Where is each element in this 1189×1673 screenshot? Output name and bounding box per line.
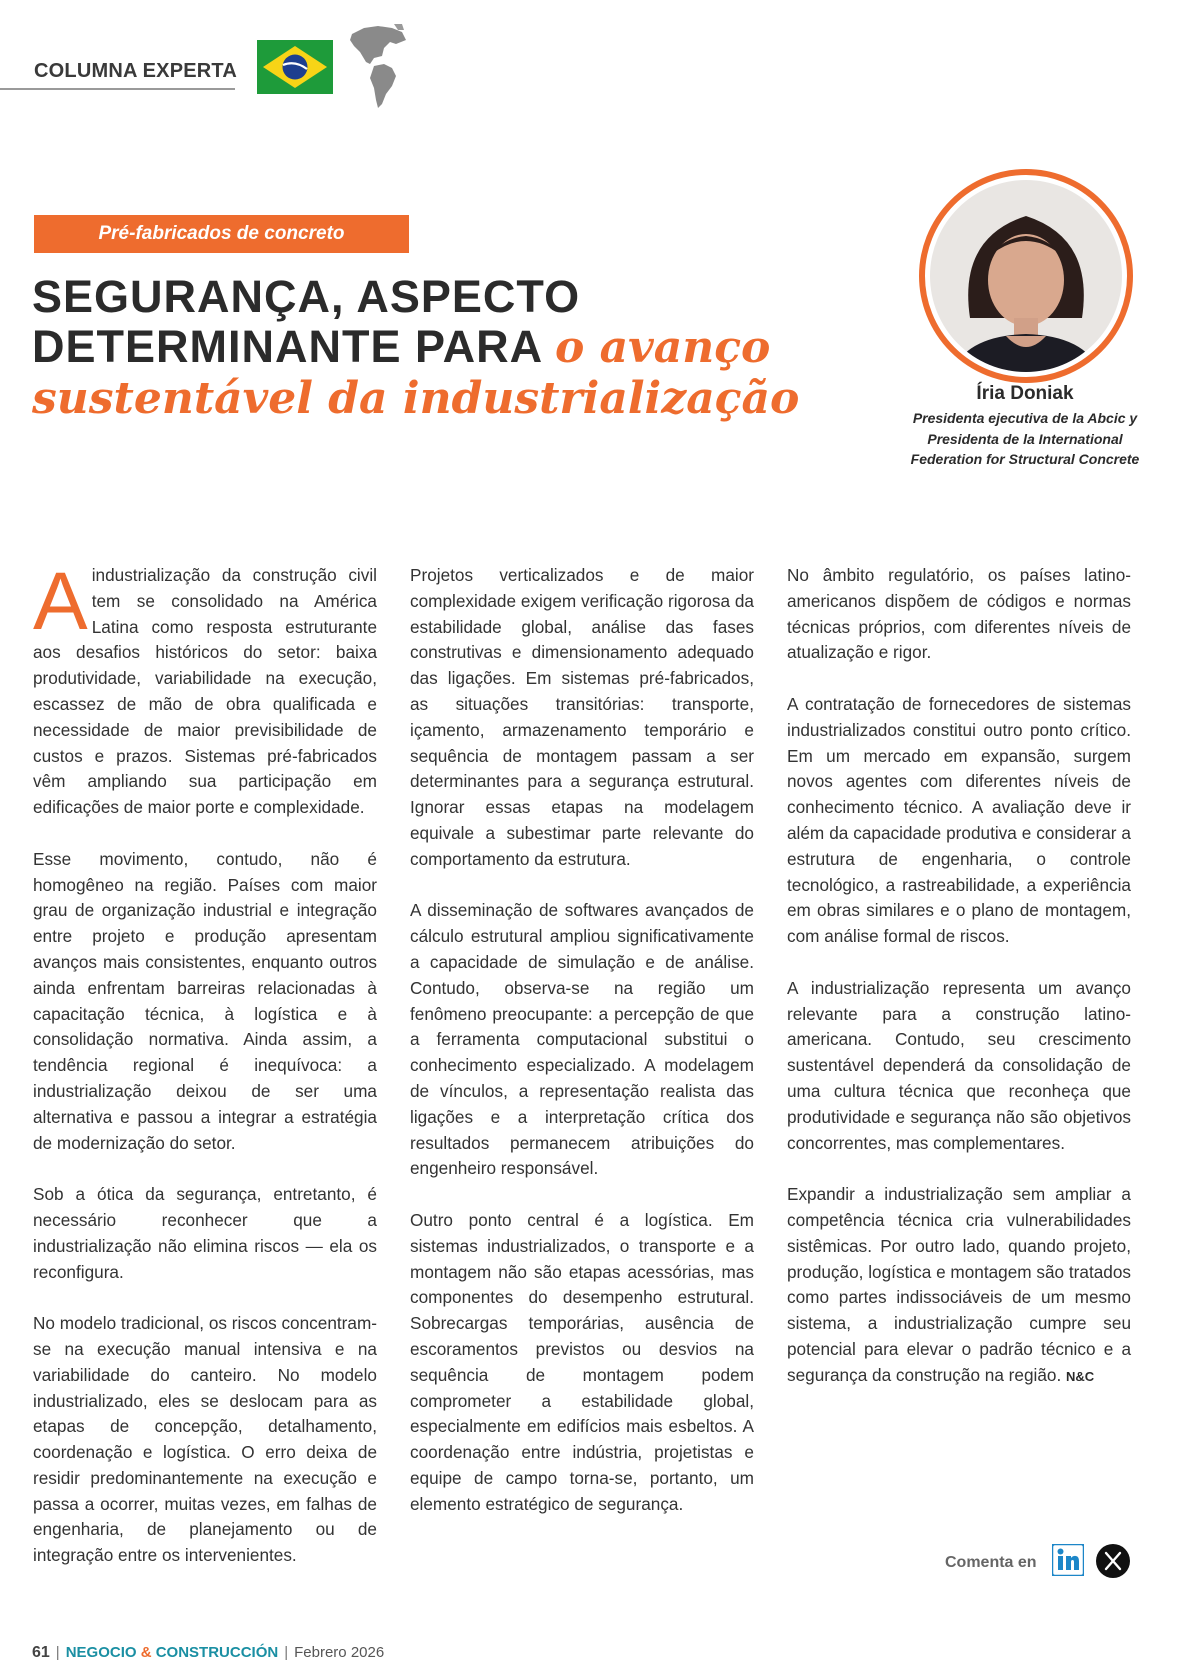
article-kicker: Pré-fabricados de concreto (34, 215, 409, 253)
end-signature: N&C (1066, 1368, 1095, 1384)
x-icon[interactable] (1096, 1544, 1130, 1578)
article-column-2 (410, 563, 754, 1543)
paragraph: Esse movimento, contudo, não é homogêneo na região. Países com maior grau de organização industrial e integração entre projeto e produção apresentam avanços mais consistentes, enquanto outros ainda enfrentam barreiras relacionadas à capacitação técnica, à logística e à consolidação normativa. Ainda assim, a tendência regional é inequívoca: a industrialização deixou de ser uma alternativa e passou a integrar a estratégia de modernização do setor. (33, 848, 377, 1153)
americas-globe-icon (344, 22, 410, 110)
paragraph: Sob a ótica da segurança, entretanto, é necessário reconhecer que a industrialização não elimina riscos — ela os reconfigura. (33, 1184, 377, 1282)
drop-cap: A (33, 556, 88, 647)
paragraph: Outro ponto central é a logística. Em sistemas industrializados, o transporte e a montagem não são etapas acessórias, mas componentes do desempenho estrutural. Sobrecargas temporárias, ausência de escoramentos previstos ou desvios na sequência de montagem podem comprometer a estabilidade global, especialmente em edifícios mais esbeltos. A coordenação entre indústria, projetistas e equipe de campo torna-se, portanto, um elemento estratégico de segurança. (410, 1209, 754, 1514)
paragraph: Projetos verticalizados e de maior complexidade exigem verificação rigorosa da estabilidade global, análise das fases construtivas e dimensionamento adequado das ligações. Em sistemas pré-fabricados, as situações transitórias: transporte, içamento, armazenamento temporário e sequência de montagem passam a ser determinantes para a segurança estrutural. Ignorar essas etapas na modelagem equivale a subestimar parte relevante do comportamento da estrutura. (410, 565, 754, 869)
section-rule (0, 88, 235, 90)
footer-separator: | (284, 1644, 289, 1661)
brand-name-part2: CONSTRUCCIÓN (155, 1644, 279, 1661)
paragraph: No âmbito regulatório, os países latino-americanos dispõem de códigos e normas técnicas próprios, com diferentes níveis de atualização e rigor. (787, 565, 1131, 663)
comment-label: Comenta en (945, 1554, 1037, 1571)
article-column-1 (33, 556, 377, 1595)
page-number: 61 (32, 1644, 50, 1661)
paragraph: No modelo tradicional, os riscos concentram-se na execução manual intensiva e na variabilidade do canteiro. No modelo industrializado, eles se deslocam para as etapas de concepção, detalhamento, coordenação e logística. O erro deixa de residir predominantemente na execução e passa a ocorrer, muitas vezes, em falhas de engenharia, de planejamento ou de integração entre os intervenientes. (33, 1313, 377, 1566)
headline-line-3: sustentável da industrialização (32, 373, 800, 424)
headline-line-2-dark: DETERMINANTE PARA (32, 321, 555, 372)
linkedin-icon[interactable] (1052, 1544, 1084, 1576)
brazil-flag-icon (257, 40, 333, 94)
paragraph-text: industrialização da construção civil tem se consolidado na América Latina como resposta estruturante aos desafios históricos do setor: baixa produtividade, variabilidade na execução, escassez de mão de obra qualificada e necessidade de maior previsibilidade de custos e prazos. Sistemas pré-fabricados vêm ampliando sua participação em edificações de maior porte e complexidade. (33, 565, 377, 818)
paragraph: A contratação de fornecedores de sistemas industrializados constitui outro ponto crítico. Em um mercado em expansão, surgem novos agentes com diferentes níveis de conhecimento técnico. A avaliação deve ir além da capacidade produtiva e considerar a estrutura de engenharia, o controle tecnológico, a rastreabilidade, a experiência em obras similares e o plano de montagem, com análise formal de riscos. (787, 693, 1131, 947)
article-column-3 (787, 563, 1131, 1415)
section-label: COLUMNA EXPERTA (34, 60, 237, 82)
paragraph: A disseminação de softwares avançados de cálculo estrutural ampliou significativamente a capacidade de simulação e de análise. Contudo, observa-se na região um fenômeno preocupante: a percepção de que a ferramenta computacional substitui o conhecimento especializado. A modelagem de vínculos, a representação realista das ligações e a interpretação crítica dos resultados permanecem atribuições do engenheiro responsável. (410, 900, 754, 1179)
headline-line-2 (32, 322, 862, 373)
paragraph (33, 556, 377, 821)
headline-line-1: SEGURANÇA, ASPECTO (32, 271, 581, 322)
paragraph: A industrialização representa um avanço relevante para a construção latino-americana. Contudo, seu crescimento sustentável dependerá da consolidação de uma cultura técnica que reconheça que produtividade e segurança não são objetivos concorrentes, mas complementares. (787, 977, 1131, 1153)
article-headline (32, 272, 862, 425)
issue-date: Febrero 2026 (294, 1644, 385, 1661)
brand-name-part1: NEGOCIO (65, 1644, 137, 1661)
paragraph-text: Expandir a industrialização sem ampliar a competência técnica cria vulnerabilidades sistêmicas. Por outro lado, quando projeto, produção, logística e montagem são tratados como partes indissociáveis de um mesmo sistema, a industrialização cumpre seu potencial para elevar o padrão técnico e a segurança da construção na região. (787, 1184, 1131, 1385)
paragraph (787, 1182, 1131, 1389)
headline-line-2-orange: o avanço (555, 322, 771, 373)
page-footer (32, 1644, 384, 1662)
brand-ampersand: & (136, 1644, 156, 1661)
author-portrait (918, 168, 1134, 384)
author-role: Presidenta ejecutiva de la Abcic y Presidenta de la International Federation for Structural Concrete (910, 410, 1140, 467)
footer-separator: | (55, 1644, 60, 1661)
author-name: Íria Doniak (976, 383, 1074, 404)
